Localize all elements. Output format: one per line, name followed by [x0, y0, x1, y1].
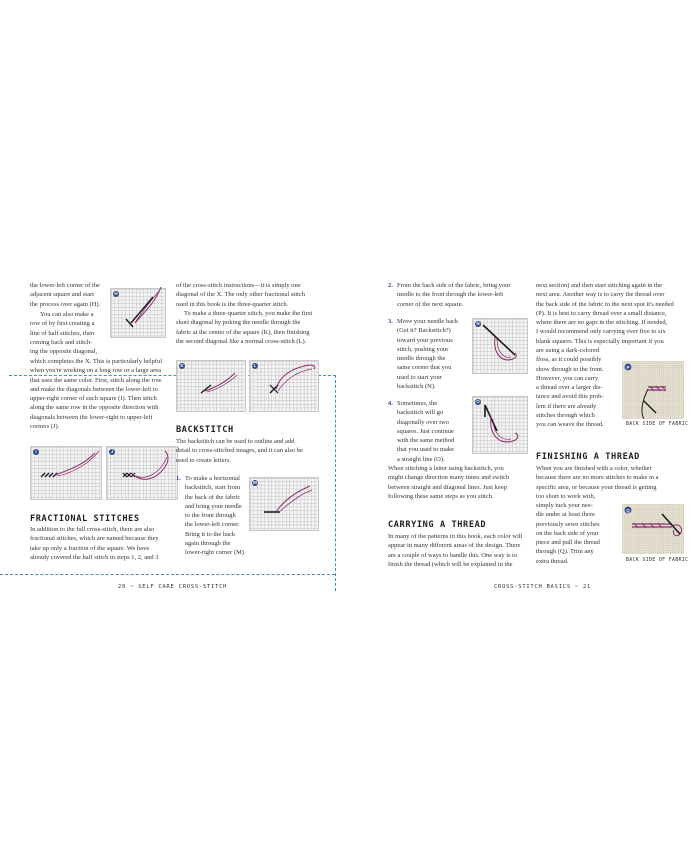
stitch-thread-drawing — [473, 397, 527, 453]
left-col2-paragraph-1 — [176, 281, 316, 309]
text-line: stitches through which — [536, 412, 595, 420]
text-line: In addition to the full cross-stitch, there are also — [30, 526, 155, 533]
figure-badge: K — [180, 363, 184, 368]
heading-backstitch: BACKSTITCH — [176, 425, 234, 435]
left-col2-paragraph-2 — [176, 309, 316, 346]
text-line: diagonally over two — [397, 418, 449, 426]
text-line: are using a dark-colored — [536, 347, 599, 354]
text-line: blank squares. This is especially important if you — [536, 337, 664, 345]
text-line: along the same row in the opposite direction with — [30, 404, 159, 412]
text-line: extra thread. — [536, 557, 569, 565]
text-line: floss, as it could possibly — [536, 356, 602, 364]
text-line: used in this book is the three-quarter stitch. — [176, 300, 289, 308]
figure-badge: I — [33, 449, 39, 455]
text-line: needle through the — [397, 355, 446, 363]
text-line: line of half stitches, then — [30, 329, 95, 337]
text-line: the process over again (H). — [30, 300, 101, 308]
text-line: toward your previous — [397, 336, 453, 344]
figure-m-stitch-diagram — [249, 477, 319, 531]
text-line: you can weave the thread. — [536, 421, 604, 429]
text-line: adjacent square and start — [30, 291, 95, 299]
figure-badge: P — [626, 364, 630, 370]
text-line: piece and pull the thread — [536, 539, 600, 547]
figure-p-fabric-back — [622, 361, 684, 419]
text-line: on the back side of your — [536, 529, 599, 537]
text-line: used to start your — [397, 373, 442, 381]
text-line: row of by first creating a — [30, 320, 95, 328]
text-line: The backstitch can be used to outline and add — [176, 438, 295, 445]
figure-n-stitch-diagram — [472, 318, 528, 374]
backstitch-step-3 — [388, 317, 480, 391]
text-line: When stitching a letter using backstitch, you — [388, 465, 504, 472]
text-line: ing the opposite diagonal, — [30, 348, 98, 356]
step-number: 2. — [388, 282, 393, 289]
text-line: (P). It is best to carry thread over a small distance, — [536, 309, 667, 317]
right-col1-paragraph-after-steps — [388, 464, 538, 501]
text-line: simply tuck your nee- — [536, 502, 593, 509]
text-line: with the same method — [397, 437, 455, 445]
heading-fractional-stitches: FRACTIONAL STITCHES — [30, 514, 140, 524]
text-line: dle under at least three — [536, 511, 595, 519]
text-line: the back side of the fabric to the next spot it's needed — [536, 300, 674, 308]
left-col1-paragraph-1 — [30, 281, 106, 309]
text-line: used to create letters. — [176, 456, 231, 464]
figure-badge: M — [253, 480, 257, 485]
figure-j-stitch-diagram — [106, 446, 178, 500]
figure-k-stitch-diagram — [176, 360, 246, 412]
text-line: a thread over a larger dis- — [536, 384, 603, 392]
backstitch-step-4 — [388, 399, 480, 464]
text-line: fractional stitches, which are named because they — [30, 535, 159, 543]
figure-badge: O — [476, 399, 480, 404]
figure-badge: L — [253, 363, 257, 368]
stitch-thread-drawing — [177, 361, 245, 411]
text-line: fabric at the center of the square (K), then finishing — [176, 328, 310, 336]
figure-h-stitch-diagram — [110, 288, 166, 338]
text-line: of the cross-stitch instructions—it is simply one — [176, 282, 301, 289]
text-line: stitch, pushing your — [397, 345, 449, 353]
text-line: squares. Just continue — [397, 427, 454, 435]
text-line: which completes the X. This is particularly helpful — [30, 358, 163, 365]
text-line: and bring your needle — [185, 502, 242, 510]
text-line: specific area, or because your thread is getting — [536, 483, 657, 491]
figure-badge: N — [476, 321, 480, 326]
text-line: take up only a fraction of the square. We have — [30, 544, 150, 552]
text-line: coming back and stitch- — [30, 338, 93, 346]
text-line: detail to cross-stitched images, and it can also be — [176, 447, 303, 455]
text-line: previously sewn stitches — [536, 520, 600, 528]
stitch-thread-drawing — [250, 361, 318, 411]
text-line: the second diagonal like a normal cross-stitch (L). — [176, 337, 307, 345]
text-line: between straight and diagonal lines. Just keep — [388, 483, 507, 491]
text-line: that uses the same color. First, stitch along the row — [30, 376, 162, 384]
figure-i-stitch-diagram — [30, 446, 102, 500]
text-line: backstitch, start from — [185, 484, 241, 492]
text-line: However, you can carry — [536, 374, 599, 382]
text-line: short diagonal by poking the needle through the — [176, 319, 301, 327]
text-line: through (Q). Trim any — [536, 548, 594, 556]
right-col1-paragraph-carry — [388, 532, 538, 569]
text-line: In many of the patterns in this book, each color will — [388, 533, 523, 540]
text-line: needle to the front through the lower-left — [397, 291, 503, 299]
text-line: same corner that you — [397, 364, 452, 372]
text-line: To make a horizontal — [185, 475, 240, 482]
text-line: a straight line (O). — [397, 455, 445, 463]
right-col2-paragraph-3 — [536, 464, 686, 501]
text-line: diagonal of the X. The only other fractional stitch — [176, 291, 305, 299]
text-line: to the front through — [185, 512, 236, 520]
figure-l-stitch-diagram — [249, 360, 319, 412]
stitch-thread-drawing — [31, 447, 101, 499]
stitch-thread-drawing — [250, 478, 318, 530]
backstitch-step-1 — [176, 474, 256, 558]
text-line: when you're working on a long row or a large area — [30, 367, 162, 375]
heading-finishing-a-thread: FINISHING A THREAD — [536, 452, 640, 462]
text-line: and make the diagonals between the lower-left to — [30, 385, 158, 393]
left-col1-paragraph-4 — [30, 525, 170, 562]
step-number: 4. — [388, 400, 393, 407]
text-line: the lower-left corner of the — [30, 282, 100, 289]
stitch-thread-drawing — [622, 361, 684, 419]
figure-badge: H — [114, 291, 118, 296]
text-line: You can also make a — [40, 311, 94, 318]
text-line: where there are no gaps in the stitching. If needed, — [536, 319, 668, 327]
text-line: next area. Another way is to carry the thread over — [536, 291, 665, 299]
text-line: next section) and then start stitching again in the — [536, 282, 662, 289]
step-number: 1. — [176, 475, 181, 482]
stitch-thread-drawing — [111, 289, 165, 337]
text-line: appear in many different areas of the design. There — [388, 542, 521, 550]
figure-badge: J — [110, 449, 114, 454]
text-line: lem if there are already — [536, 402, 597, 410]
right-col2-paragraph-1 — [536, 281, 686, 346]
text-line: again through the — [185, 540, 231, 548]
figure-o-stitch-diagram — [472, 396, 528, 454]
text-line: Sometimes, the — [397, 400, 438, 407]
left-col1-paragraph-2 — [30, 310, 108, 356]
left-col1-paragraph-3 — [30, 357, 170, 431]
text-line: already covered the half stitch in steps 1, 2, and 3 — [30, 553, 159, 561]
right-col2-paragraph-2 — [536, 346, 620, 430]
text-line: Bring it to the back — [185, 530, 236, 538]
left-page-footer: 20 ~ SELF CARE CROSS-STITCH — [118, 584, 228, 590]
svg-text:Q: Q — [626, 507, 630, 513]
figure-q-caption: BACK SIDE OF FABRIC — [626, 558, 689, 563]
text-line: are a couple of ways to handle this. One way is to — [388, 551, 518, 559]
text-line: tance and avoid this prob- — [536, 393, 604, 401]
right-col2-paragraph-4 — [536, 501, 620, 566]
right-page-footer: CROSS-STITCH BASICS ~ 21 — [494, 584, 592, 590]
stitch-thread-drawing — [107, 447, 177, 499]
text-line: too short to work with, — [536, 492, 596, 500]
right-page — [350, 0, 700, 855]
stitch-thread-drawing — [473, 319, 527, 373]
text-line: When you are finished with a color, whether — [536, 465, 652, 472]
text-line: I would recommend only carrying over five to six — [536, 328, 666, 336]
text-line: (Get it? Backstitch?) — [397, 327, 451, 335]
text-line: backstitch (N). — [397, 383, 436, 391]
text-line: corner of the next square. — [397, 300, 464, 308]
figure-q-fabric-back — [622, 504, 684, 554]
text-line: diagonals between the lower-right to upper-left — [30, 413, 153, 421]
text-line: that you used to make — [397, 446, 455, 454]
step-number: 3. — [388, 318, 393, 325]
text-line: Move your needle back — [397, 318, 459, 325]
stitch-thread-drawing — [622, 504, 684, 554]
text-line: finish the thread (which will be explained in the — [388, 560, 513, 568]
text-line: lower-right corner (M). — [185, 549, 246, 557]
text-line: backstitch will go — [397, 409, 444, 417]
text-line: following these same steps as you stitch. — [388, 492, 494, 500]
text-line: corners (J). — [30, 423, 60, 431]
text-line: show through to the front. — [536, 365, 604, 373]
heading-carrying-a-thread: CARRYING A THREAD — [388, 520, 487, 530]
text-line: the lower-left corner. — [185, 521, 240, 529]
text-line: From the back side of the fabric, bring your — [397, 282, 511, 289]
text-line: might change direction many times and switch — [388, 474, 510, 482]
text-line: the back of the fabric — [185, 493, 241, 501]
backstitch-step-2 — [388, 281, 538, 309]
text-line: upper-right corner of each square (I). Then stitch — [30, 395, 157, 403]
figure-p-caption: BACK SIDE OF FABRIC — [626, 422, 689, 427]
left-col2-paragraph-3 — [176, 437, 318, 465]
text-line: because there are no more stitches to make in a — [536, 474, 659, 482]
text-line: To make a three-quarter stitch, you make the first — [184, 310, 313, 317]
